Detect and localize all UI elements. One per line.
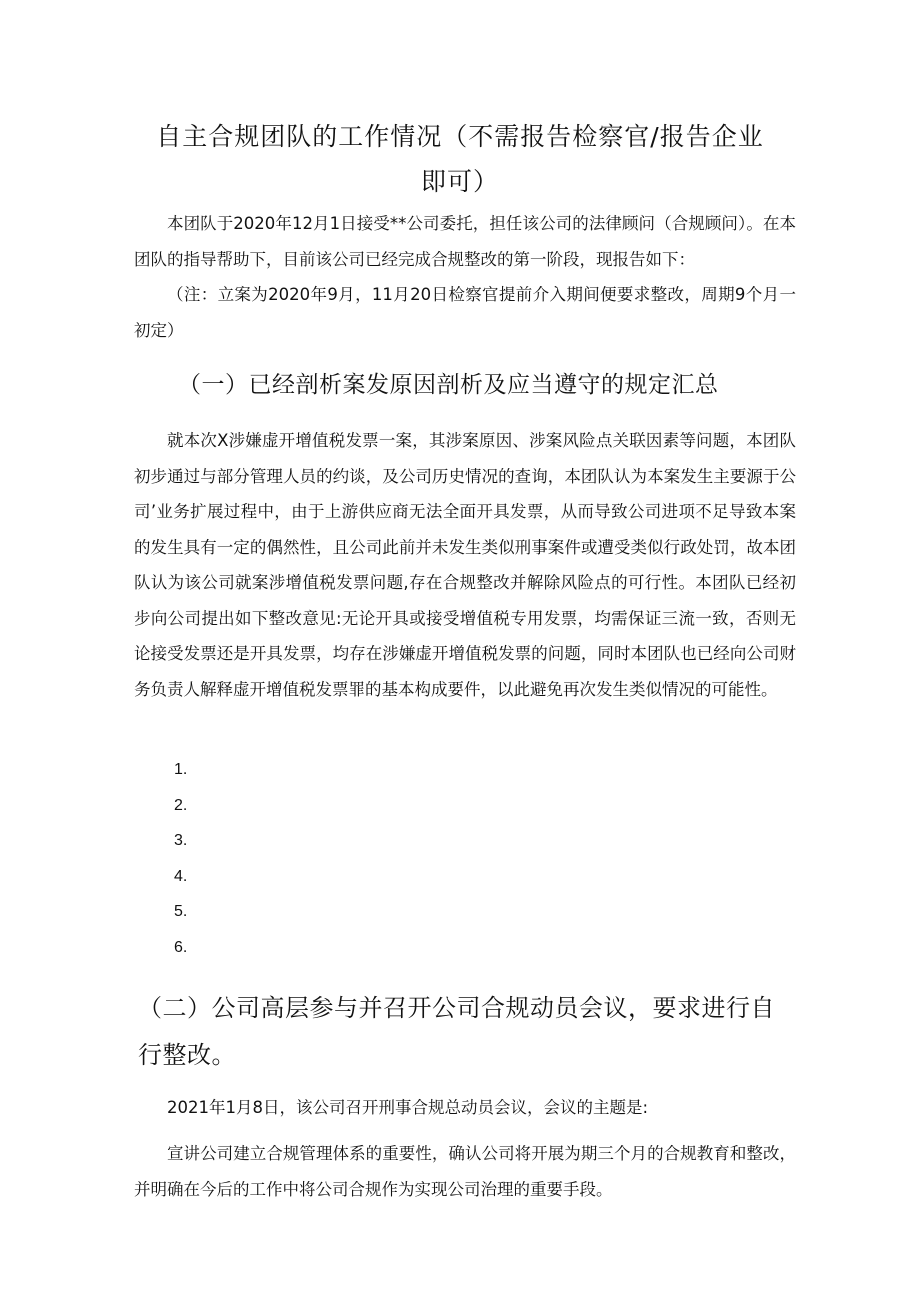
list-item: 4. [174, 867, 188, 885]
document-title-line-1: 自主合规团队的工作情况（不需报告检察官/报告企业 [156, 122, 764, 151]
list-item: 6. [174, 938, 188, 956]
document-title-line-2: 即可） [420, 167, 499, 196]
section-1-heading: （一）已经剖析案发原因剖析及应当遵守的规定汇总 [178, 372, 719, 398]
note-paragraph: （注：立案为2020年9月，11月20日检察官提前介入期间便要求整改，周期9个月一初定） [134, 285, 796, 340]
list-item: 1. [174, 761, 188, 778]
list-item: 5. [174, 903, 188, 921]
list-item: 3. [174, 832, 188, 850]
list-item: 2. [174, 796, 188, 814]
numbered-list [174, 752, 187, 966]
meeting-date-paragraph: 2021年1月8日，该公司召开刑事合规总动员会议，会议的主题是: [167, 1098, 649, 1117]
section-1-body: 就本次X涉嫌虚开增值税发票一案，其涉案原因、涉案风险点关联因素等问题，本团队初步通过与部分管理人员的约谈，及公司历史情况的查询，本团队认为本案发生主要源于公司’业务扩展过程中，由于上游供应商无法全面开具发票，从而导致公司进项不足导致本案的发生具有一定的偶然性，且公司此前并未发生类似刑事案件或遭受类似行政处罚，故本团队认为该公司就案涉增值税发票问题,存在合规整改并解除风险点的可行性。本团队已经初步向公司提出如下整改意见:无论开具或接受增值税专用发票，均需保证三流一致，否则无论接受发票还是开具发票，均存在涉嫌虚开增值税发票的问题，同时本团队也已经向公司财务负责人解释虚开增值税发票罪的基本构成要件，以此避免再次发生类似情况的可能性。 [134, 431, 796, 699]
meeting-theme-paragraph: 宣讲公司建立合规管理体系的重要性，确认公司将开展为期三个月的合规教育和整改，并明确在今后的工作中将公司合规作为实现公司治理的重要手段。 [134, 1144, 796, 1199]
section-2-heading: （二）公司高层参与并召开公司合规动员会议，要求进行自行整改。 [138, 994, 775, 1069]
intro-paragraph: 本团队于2020年12月1日接受**公司委托，担任该公司的法律顾问（合规顾问）。在本团队的指导帮助下，目前该公司已经完成合规整改的第一阶段，现报告如下： [134, 214, 796, 269]
